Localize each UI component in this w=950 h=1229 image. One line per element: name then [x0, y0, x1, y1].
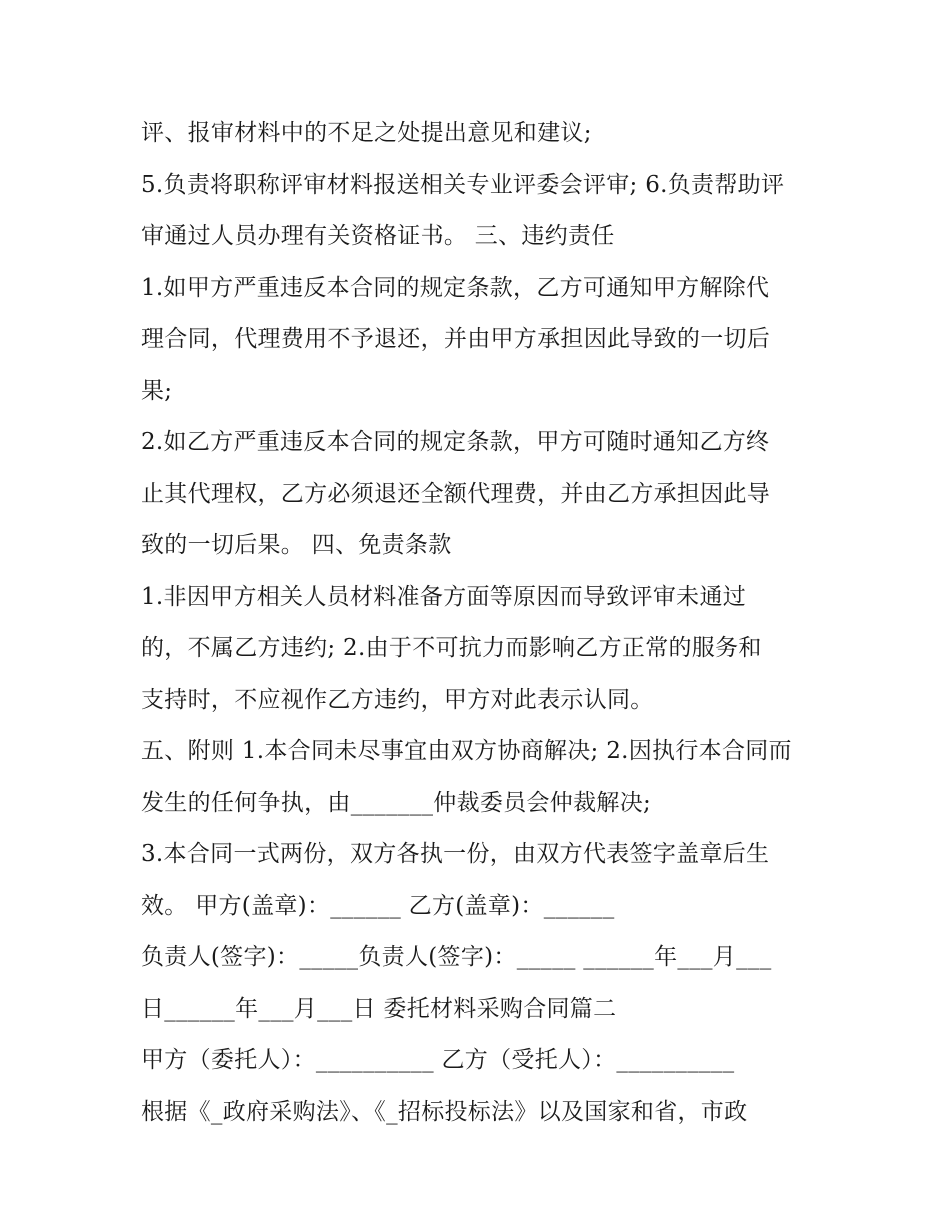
text-line: 五、附则 1.本合同未尽事宜由双方协商解决; 2.因执行本合同而	[141, 738, 792, 764]
text-line: 根据《_政府采购法》、《_招标投标法》以及国家和省，市政	[141, 1098, 748, 1125]
text-line: 发生的任何争执，由_______仲裁委员会仲裁解决;	[141, 789, 652, 816]
text-line: 1.如甲方严重违反本合同的规定条款，乙方可通知甲方解除代	[141, 274, 770, 301]
text-line: 效。 甲方(盖章)：______ 乙方(盖章)：______	[141, 892, 615, 919]
text-line: 3.本合同一式两份，双方各执一份，由双方代表签字盖章后生	[141, 841, 770, 867]
text-line: 日______年___月___日 委托材料采购合同篇二	[141, 995, 617, 1022]
text-line: 理合同，代理费用不予退还，并由甲方承担因此导致的一切后	[141, 326, 771, 352]
text-line: 1.非因甲方相关人员材料准备方面等原因而导致评审未通过	[141, 583, 747, 610]
text-line: 负责人(签字)：_____负责人(签字)：_____ ______年___月___	[141, 944, 772, 970]
contract-text-body	[141, 108, 831, 1138]
text-line: 5.负责将职称评审材料报送相关专业评委会评审; 6.负责帮助评	[141, 171, 785, 198]
text-line: 果;	[141, 377, 173, 404]
text-line: 致的一切后果。 四、免责条款	[141, 532, 452, 558]
text-line: 支持时，不应视作乙方违约，甲方对此表示认同。	[141, 686, 654, 713]
text-line: 的，不属乙方违约; 2.由于不可抗力而影响乙方正常的服务和	[141, 635, 762, 661]
text-line: 止其代理权，乙方必须退还全额代理费，并由乙方承担因此导	[141, 480, 771, 507]
text-line: 甲方（委托人）：__________ 乙方（受托人）：__________	[141, 1047, 735, 1073]
text-line: 2.如乙方严重违反本合同的规定条款，甲方可随时通知乙方终	[141, 429, 770, 455]
text-line: 评、报审材料中的不足之处提出意见和建议;	[141, 120, 592, 146]
text-line: 审通过人员办理有关资格证书。 三、违约责任	[141, 223, 615, 249]
